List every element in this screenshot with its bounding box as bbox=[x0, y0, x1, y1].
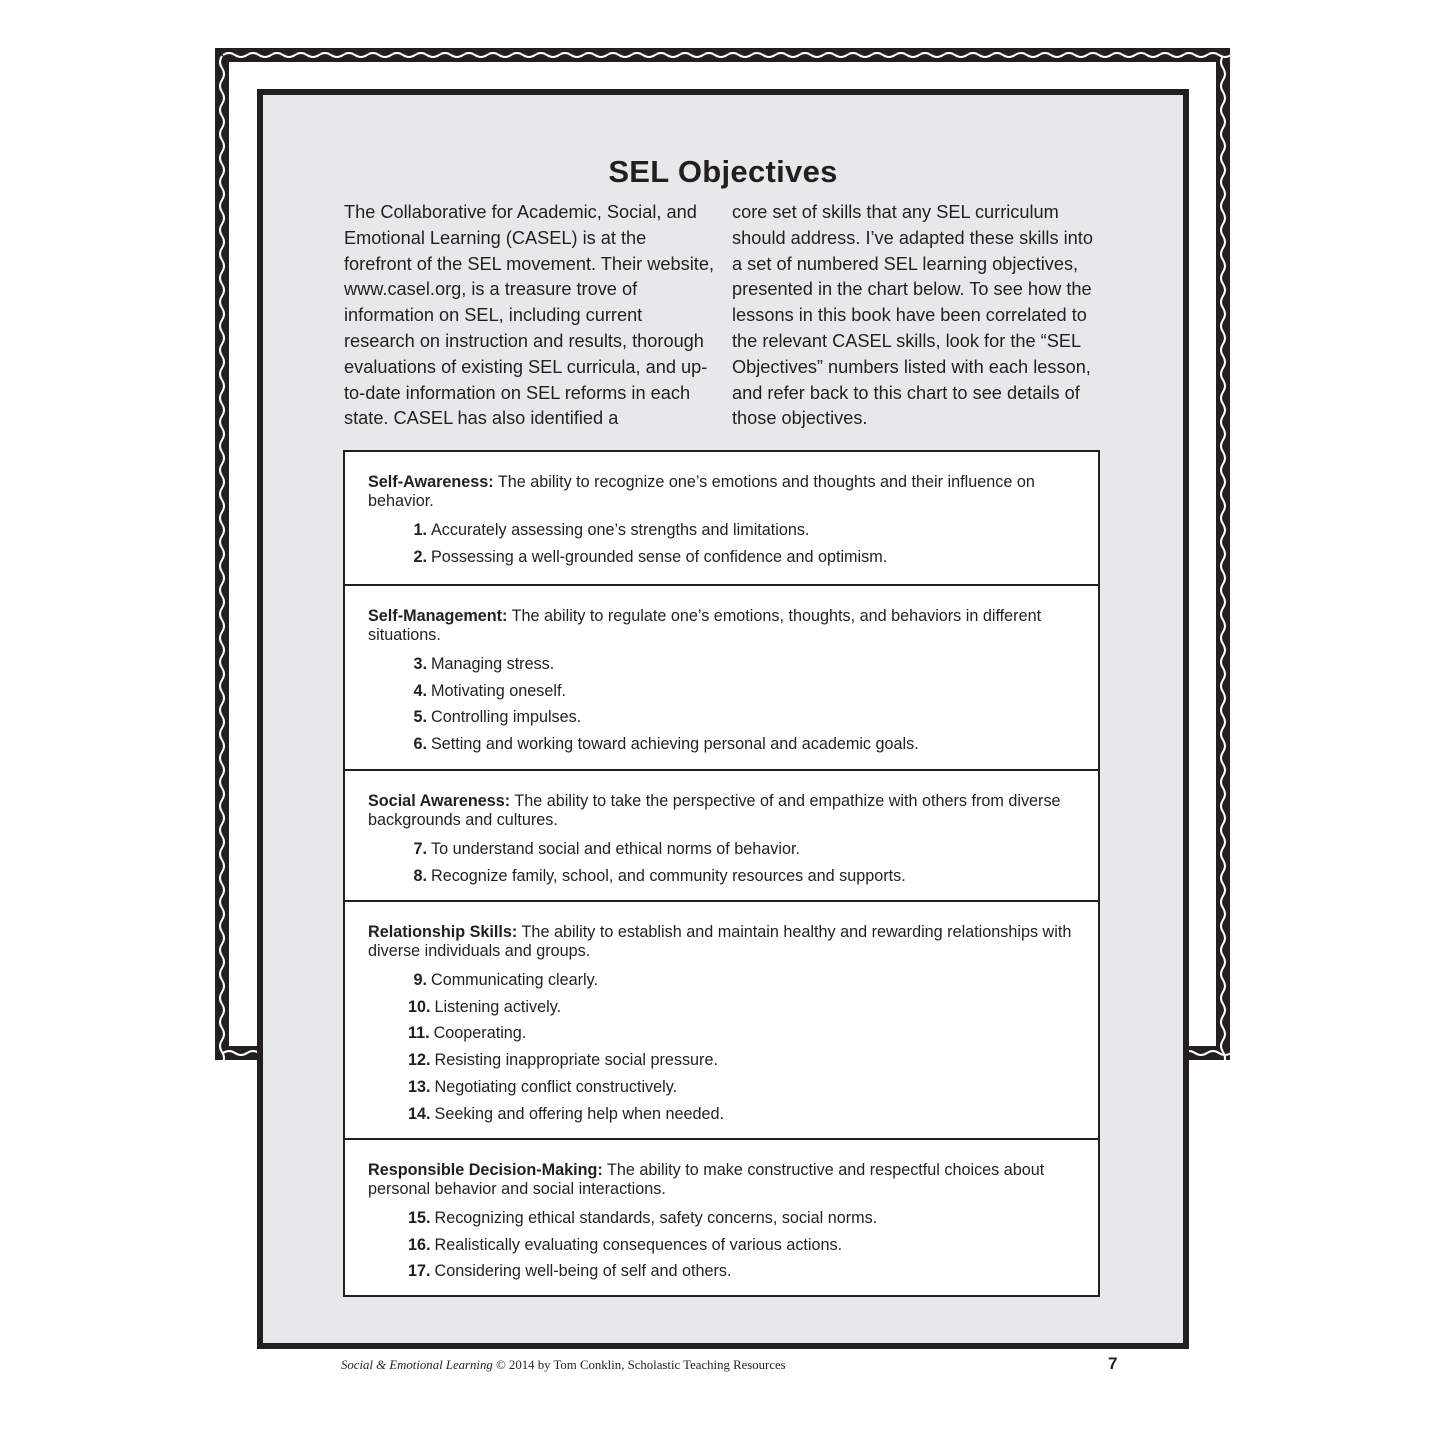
wave-line bbox=[220, 56, 224, 1060]
category-heading bbox=[368, 923, 1078, 961]
objective-item bbox=[368, 1101, 1078, 1128]
category-name: Social Awareness: bbox=[368, 792, 511, 810]
content-panel bbox=[257, 89, 1189, 1349]
objective-item bbox=[368, 1258, 1078, 1285]
category-name: Relationship Skills: bbox=[368, 923, 518, 941]
category-heading bbox=[368, 1161, 1078, 1199]
intro-left-column: The Collaborative for Academic, Social, and Emotional Learning (CASEL) is at the forefront of the SEL movement. Their website, www.casel.org, is a treasure trove of information on SEL, including current research on instruction and results, thorough evaluations of existing SEL curricula, and up-to-date information on SEL reforms in each state. CASEL has also identified a bbox=[344, 202, 714, 429]
objective-number: 2. bbox=[413, 547, 427, 566]
objective-text: Recognize family, school, and community resources and supports. bbox=[431, 866, 906, 885]
category-description: The ability to recognize one’s emotions and thoughts and their influence on behavior. bbox=[368, 473, 1035, 510]
objective-number: 16. bbox=[408, 1235, 431, 1254]
category-heading bbox=[368, 792, 1078, 830]
intro-right-column: core set of skills that any SEL curriculum should address. I’ve adapted these skills into a set of numbered SEL learning objectives, presented in the chart below. To see how the lessons in this book have been correlated to the relevant CASEL skills, look for the “SEL Objectives” numbers listed with each lesson, and refer back to this chart to see details of those objectives. bbox=[732, 202, 1093, 429]
objective-number: 3. bbox=[413, 655, 427, 673]
objective-number: 13. bbox=[408, 1077, 431, 1096]
page-number: 7 bbox=[1108, 1354, 1118, 1373]
objective-text: Listening actively. bbox=[434, 997, 562, 1016]
category-description: The ability to make constructive and respectful choices about personal behavior and social interactions. bbox=[368, 1161, 1045, 1198]
objective-text: Communicating clearly. bbox=[431, 971, 599, 989]
category-heading bbox=[368, 607, 1078, 645]
objective-item bbox=[368, 704, 1078, 731]
objective-text: Controlling impulses. bbox=[431, 708, 582, 727]
objective-number: 14. bbox=[408, 1104, 431, 1123]
objective-item bbox=[368, 967, 1078, 994]
objective-number: 10. bbox=[408, 997, 431, 1016]
category-name: Responsible Decision-Making: bbox=[368, 1161, 603, 1179]
objective-item bbox=[368, 544, 1078, 571]
objective-item bbox=[368, 517, 1078, 544]
objective-number: 5. bbox=[413, 708, 427, 727]
objective-number: 4. bbox=[413, 681, 427, 700]
category-description: The ability to regulate one’s emotions, thoughts, and behaviors in different situations. bbox=[368, 607, 1042, 644]
category-section bbox=[345, 769, 1098, 900]
objective-text: Managing stress. bbox=[431, 655, 555, 673]
category-name: Self-Management: bbox=[368, 607, 508, 625]
footer-credit bbox=[341, 1358, 786, 1373]
objective-number: 15. bbox=[408, 1209, 431, 1227]
objective-item bbox=[368, 1020, 1078, 1047]
category-description: The ability to take the perspective of and empathize with others from diverse backgrounds and cultures. bbox=[368, 792, 1061, 829]
objective-text: Setting and working toward achieving personal and academic goals. bbox=[431, 735, 919, 754]
objective-item bbox=[368, 1205, 1078, 1232]
footer-copyright: © 2014 by Tom Conklin, Scholastic Teaching Resources bbox=[492, 1358, 786, 1372]
objective-number: 17. bbox=[408, 1262, 431, 1281]
objective-text: Motivating oneself. bbox=[431, 681, 566, 700]
category-section bbox=[345, 1138, 1098, 1295]
objective-number: 9. bbox=[413, 971, 427, 989]
category-name: Self-Awareness: bbox=[368, 473, 494, 491]
wave-line bbox=[223, 53, 1230, 57]
objectives-chart bbox=[343, 450, 1100, 1297]
objective-text: To understand social and ethical norms of behavior. bbox=[431, 840, 800, 858]
objective-text: Cooperating. bbox=[433, 1024, 527, 1043]
footer-book-title: Social & Emotional Learning bbox=[341, 1358, 493, 1372]
category-heading bbox=[368, 473, 1078, 511]
objective-number: 1. bbox=[413, 521, 427, 539]
objective-item bbox=[368, 651, 1078, 678]
category-section bbox=[345, 452, 1098, 584]
objective-text: Seeking and offering help when needed. bbox=[434, 1104, 725, 1123]
page-title: SEL Objectives bbox=[608, 154, 838, 189]
objective-text: Negotiating conflict constructively. bbox=[434, 1077, 678, 1096]
objective-text: Considering well-being of self and others. bbox=[434, 1262, 732, 1281]
objective-item bbox=[368, 678, 1078, 705]
category-description: The ability to establish and maintain healthy and rewarding relationships with diverse individuals and groups. bbox=[368, 923, 1072, 960]
objective-item bbox=[368, 1232, 1078, 1259]
objective-item bbox=[368, 863, 1078, 890]
objective-item bbox=[368, 731, 1078, 758]
objective-number: 12. bbox=[408, 1051, 431, 1070]
objective-number: 8. bbox=[413, 866, 427, 885]
objective-number: 11. bbox=[408, 1024, 430, 1043]
objective-text: Resisting inappropriate social pressure. bbox=[434, 1051, 718, 1070]
objective-item bbox=[368, 994, 1078, 1021]
objective-text: Realistically evaluating consequences of various actions. bbox=[434, 1235, 843, 1254]
objective-text: Recognizing ethical standards, safety concerns, social norms. bbox=[434, 1209, 878, 1227]
category-section bbox=[345, 900, 1098, 1138]
objective-item bbox=[368, 1047, 1078, 1074]
objective-item bbox=[368, 836, 1078, 863]
objective-item bbox=[368, 1074, 1078, 1101]
wave-line bbox=[1221, 56, 1225, 1060]
category-section bbox=[345, 584, 1098, 769]
objective-text: Possessing a well-grounded sense of confidence and optimism. bbox=[431, 547, 888, 566]
objective-number: 6. bbox=[413, 735, 427, 754]
objective-text: Accurately assessing one’s strengths and limitations. bbox=[431, 521, 810, 539]
objective-number: 7. bbox=[413, 840, 427, 858]
